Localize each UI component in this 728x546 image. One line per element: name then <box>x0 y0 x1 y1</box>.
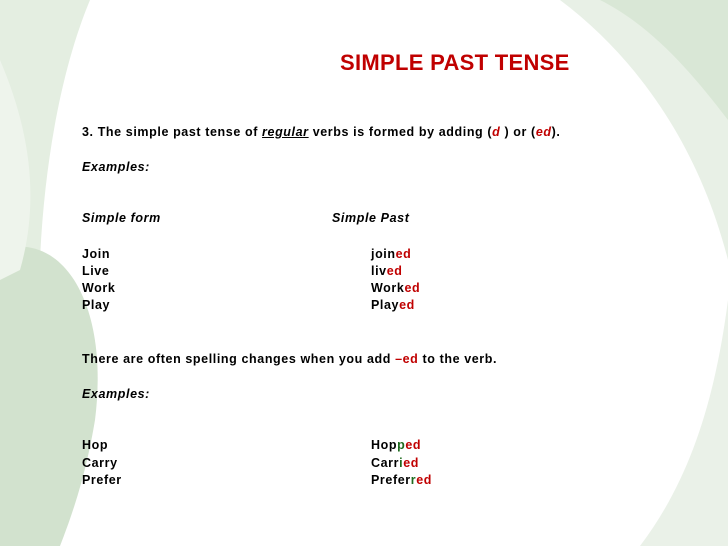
examples-label-2: Examples: <box>82 387 150 401</box>
verb-base: Work <box>82 281 116 295</box>
spelling-note: There are often spelling changes when you add –ed to the verb. <box>82 352 498 366</box>
verb-past: Played <box>371 298 415 312</box>
verb-past: lived <box>371 264 403 278</box>
verb-past: Carried <box>371 456 419 470</box>
examples-label: Examples: <box>82 160 150 174</box>
verb-past: Hopped <box>371 438 422 452</box>
verb-base: Play <box>82 298 111 312</box>
verb-past: joined <box>371 247 412 261</box>
verb-base: Join <box>82 247 111 261</box>
verb-past: Worked <box>371 281 421 295</box>
verb-base: Hop <box>82 438 109 452</box>
page-title: SIMPLE PAST TENSE <box>340 50 570 75</box>
verb-base: Carry <box>82 456 118 470</box>
header-simple-past: Simple Past <box>332 211 410 225</box>
verb-base: Prefer <box>82 473 122 487</box>
rule-sentence: 3. The simple past tense of regular verbs is formed by adding (d ) or (ed). <box>82 125 561 139</box>
header-simple-form: Simple form <box>82 211 161 225</box>
verb-past: Preferred <box>371 473 432 487</box>
verb-base: Live <box>82 264 110 278</box>
